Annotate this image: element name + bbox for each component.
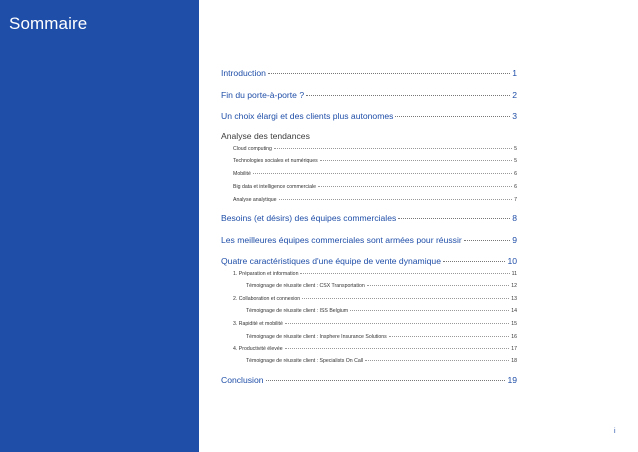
toc-entry-page: 6: [514, 184, 517, 190]
toc-entry-choix-elargi[interactable]: [221, 111, 517, 121]
toc-entry-label: Introduction: [221, 68, 266, 78]
toc-entry-besoins[interactable]: [221, 213, 517, 223]
toc-entry-page: 3: [512, 111, 517, 121]
toc-entry-label: Technologies sociales et numériques: [233, 158, 318, 164]
dot-leader: [285, 348, 510, 349]
dot-leader: [300, 273, 509, 274]
dot-leader: [443, 261, 505, 262]
toc-subentry-mobilite[interactable]: [233, 171, 517, 177]
sidebar-panel: [0, 0, 199, 452]
toc-entry-quatre-caracteristiques[interactable]: [221, 256, 517, 266]
toc-subentry-technologies[interactable]: [233, 158, 517, 164]
dot-leader: [398, 218, 510, 219]
dot-leader: [350, 310, 509, 311]
toc-entry-page: 14: [511, 308, 517, 314]
dot-leader: [302, 298, 509, 299]
toc-entry-page: 12: [511, 283, 517, 289]
toc-entry-label: Témoignage de réussite client : CSX Transportation: [246, 283, 365, 289]
toc-entry-page: 5: [514, 158, 517, 164]
dot-leader: [367, 285, 509, 286]
toc-subentry-collaboration[interactable]: [233, 296, 517, 302]
toc-entry-introduction[interactable]: [221, 68, 517, 78]
toc-entry-page: 1: [512, 68, 517, 78]
toc-entry-label: Fin du porte-à-porte ?: [221, 90, 305, 100]
toc-subentry-csx[interactable]: [246, 283, 517, 289]
toc-entry-page: 7: [514, 197, 517, 203]
toc-subentry-iss-belgium[interactable]: [246, 308, 517, 314]
toc-entry-label: Big data et intelligence commerciale: [233, 184, 317, 190]
toc-entry-page: 18: [511, 358, 517, 364]
dot-leader: [274, 148, 512, 149]
toc-entry-page: 10: [507, 256, 517, 266]
dot-leader: [306, 95, 510, 96]
dot-leader: [389, 336, 509, 337]
toc-entry-label: Témoignage de réussite client : ISS Belgium: [246, 308, 349, 314]
toc-subentry-cloud[interactable]: [233, 146, 517, 152]
toc-subentry-big-data[interactable]: [233, 184, 517, 190]
toc-subentry-productivite[interactable]: [233, 346, 517, 352]
toc-entry-label: Analyse analytique: [233, 197, 277, 203]
toc-entry-meilleures-equipes[interactable]: [221, 235, 517, 245]
toc-entry-label: 1. Préparation et information: [233, 271, 299, 277]
dot-leader: [279, 199, 513, 200]
toc-subentry-analyse-analytique[interactable]: [233, 197, 517, 203]
dot-leader: [266, 380, 506, 381]
dot-leader: [395, 116, 510, 117]
dot-leader: [464, 240, 510, 241]
dot-leader: [318, 186, 512, 187]
toc-entry-page: 17: [511, 346, 517, 352]
toc-entry-page: 2: [512, 90, 517, 100]
toc-entry-page: 16: [511, 334, 517, 340]
toc-entry-conclusion[interactable]: [221, 375, 517, 385]
toc-subentry-insphere[interactable]: [246, 334, 517, 340]
toc-section-heading: [221, 131, 517, 141]
table-of-contents: [221, 0, 517, 452]
dot-leader: [285, 323, 509, 324]
toc-entry-label: Analyse des tendances: [221, 131, 310, 141]
toc-entry-label: Cloud computing: [233, 146, 272, 152]
toc-entry-page: 5: [514, 146, 517, 152]
toc-entry-fin-porte-a-porte[interactable]: [221, 90, 517, 100]
page-title: Sommaire: [9, 14, 88, 33]
toc-entry-page: 13: [511, 296, 517, 302]
toc-subentry-rapidite[interactable]: [233, 321, 517, 327]
toc-entry-page: 8: [512, 213, 517, 223]
toc-entry-page: 11: [511, 271, 517, 277]
toc-entry-label: Mobilité: [233, 171, 251, 177]
toc-entry-label: 4. Productivité élevée: [233, 346, 283, 352]
toc-entry-label: 2. Collaboration et connexion: [233, 296, 301, 302]
page-number: i: [614, 428, 616, 435]
dot-leader: [320, 160, 512, 161]
toc-entry-label: 3. Rapidité et mobilité: [233, 321, 283, 327]
dot-leader: [253, 173, 512, 174]
dot-leader: [268, 73, 510, 74]
toc-entry-label: Conclusion: [221, 375, 264, 385]
toc-entry-label: Témoignage de réussite client : Insphere Insurance Solutions: [246, 334, 387, 340]
toc-entry-label: Les meilleures équipes commerciales sont armées pour réussir: [221, 235, 462, 245]
toc-entry-label: Besoins (et désirs) des équipes commerciales: [221, 213, 397, 223]
toc-entry-label: Quatre caractéristiques d'une équipe de vente dynamique: [221, 256, 441, 266]
toc-subentry-preparation[interactable]: [233, 271, 517, 277]
toc-entry-page: 19: [507, 375, 517, 385]
dot-leader: [365, 360, 509, 361]
toc-subentry-specialists-on-call[interactable]: [246, 358, 517, 364]
toc-entry-page: 6: [514, 171, 517, 177]
toc-entry-label: Témoignage de réussite client : Specialists On Call: [246, 358, 364, 364]
toc-entry-label: Un choix élargi et des clients plus autonomes: [221, 111, 394, 121]
toc-entry-page: 9: [512, 235, 517, 245]
toc-entry-page: 15: [511, 321, 517, 327]
